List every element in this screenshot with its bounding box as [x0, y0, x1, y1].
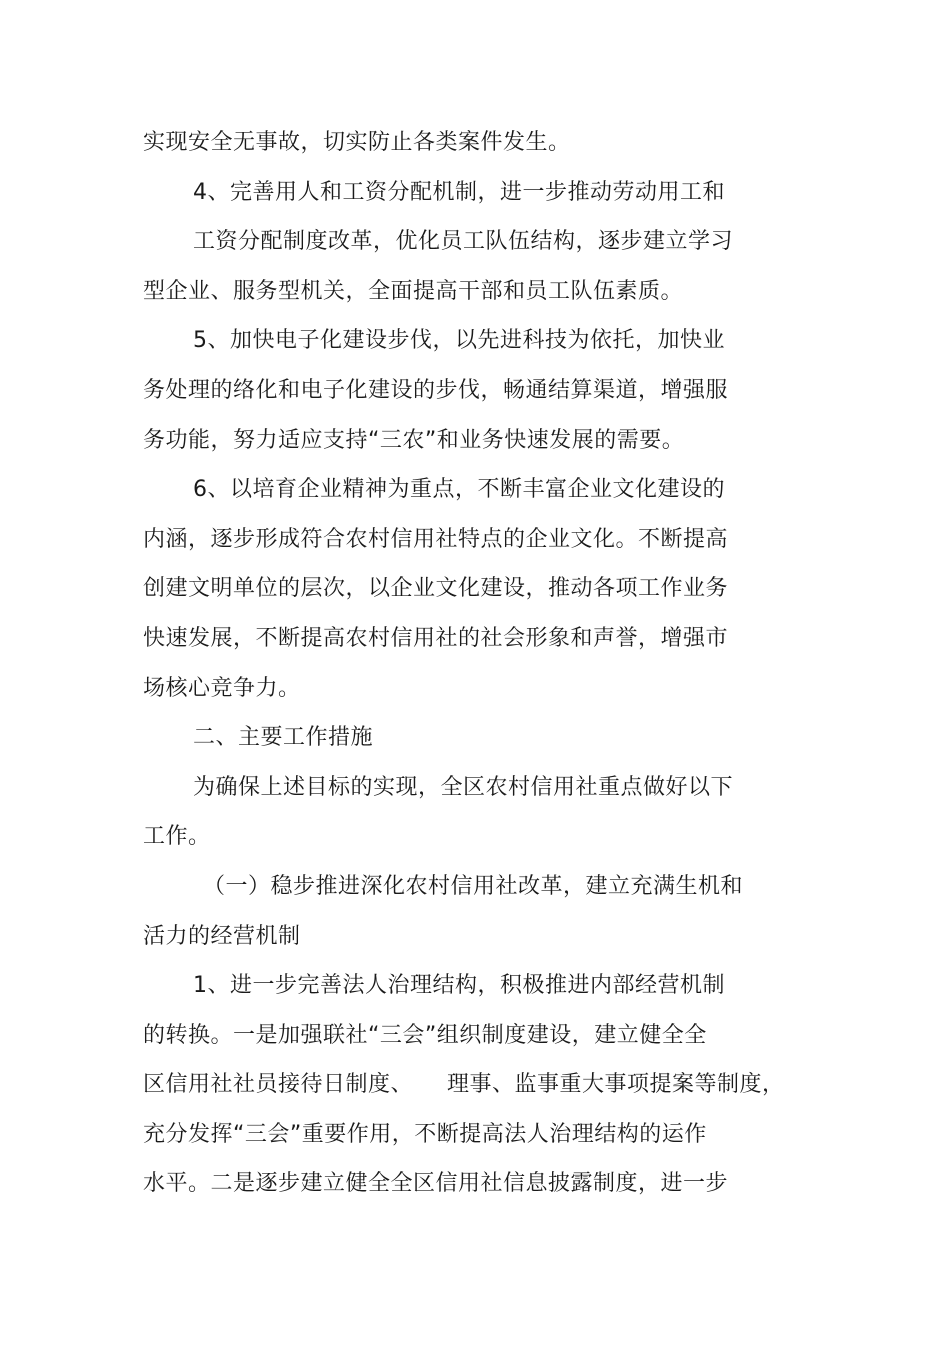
section-heading: 二、主要工作措施 [193, 725, 374, 751]
paragraph-item-6: 6、以培育企业精神为重点，不断丰富企业文化建设的 [193, 477, 725, 503]
text-line: 的转换。一是加强联社“三会”组织制度建设，建立健全全 [143, 1022, 707, 1048]
text-line: 工作。 [143, 824, 211, 850]
text-line: 实现安全无事故，切实防止各类案件发生。 [143, 130, 571, 155]
text-line: 充分发挥“三会”重要作用，不断提高法人治理结构的运作 [143, 1121, 707, 1147]
text-line: 创建文明单位的层次，以企业文化建设，推动各项工作业务 [143, 576, 729, 602]
text-line [143, 1060, 803, 1110]
text-line: 为确保上述目标的实现，全区农村信用社重点做好以下 [193, 774, 734, 800]
text-line: 水平。二是逐步建立健全全区信用社信息披露制度，进一步 [143, 1171, 729, 1197]
text-segment: 区信用社社员接待日制度、 [143, 1072, 414, 1098]
text-line: 内涵，逐步形成符合农村信用社特点的企业文化。不断提高 [143, 526, 729, 552]
paragraph-item-5: 5、加快电子化建设步伐，以先进科技为依托，加快业 [193, 328, 725, 354]
text-line: 活力的经营机制 [143, 923, 301, 949]
text-line: 务处理的络化和电子化建设的步伐，畅通结算渠道，增强服 [143, 377, 729, 403]
text-line: 快速发展，不断提高农村信用社的社会形象和声誉，增强市 [143, 625, 729, 651]
document-body [143, 118, 803, 1209]
text-segment: 理事、监事重大事项提案等制度， [447, 1072, 785, 1098]
text-line: 务功能，努力适应支持“三农”和业务快速发展的需要。 [143, 427, 685, 453]
text-line: 工资分配制度改革，优化员工队伍结构，逐步建立学习 [193, 229, 734, 255]
paragraph-item-4: 4、完善用人和工资分配机制，进一步推动劳动用工和 [193, 179, 725, 205]
paragraph-item-1: 1、进一步完善法人治理结构，积极推进内部经营机制 [193, 973, 725, 999]
text-line: 场核心竞争力。 [143, 675, 301, 701]
subsection-heading: （一）稳步推进深化农村信用社改革，建立充满生机和 [203, 873, 744, 899]
text-line: 型企业、服务型机关，全面提高干部和员工队伍素质。 [143, 278, 684, 304]
